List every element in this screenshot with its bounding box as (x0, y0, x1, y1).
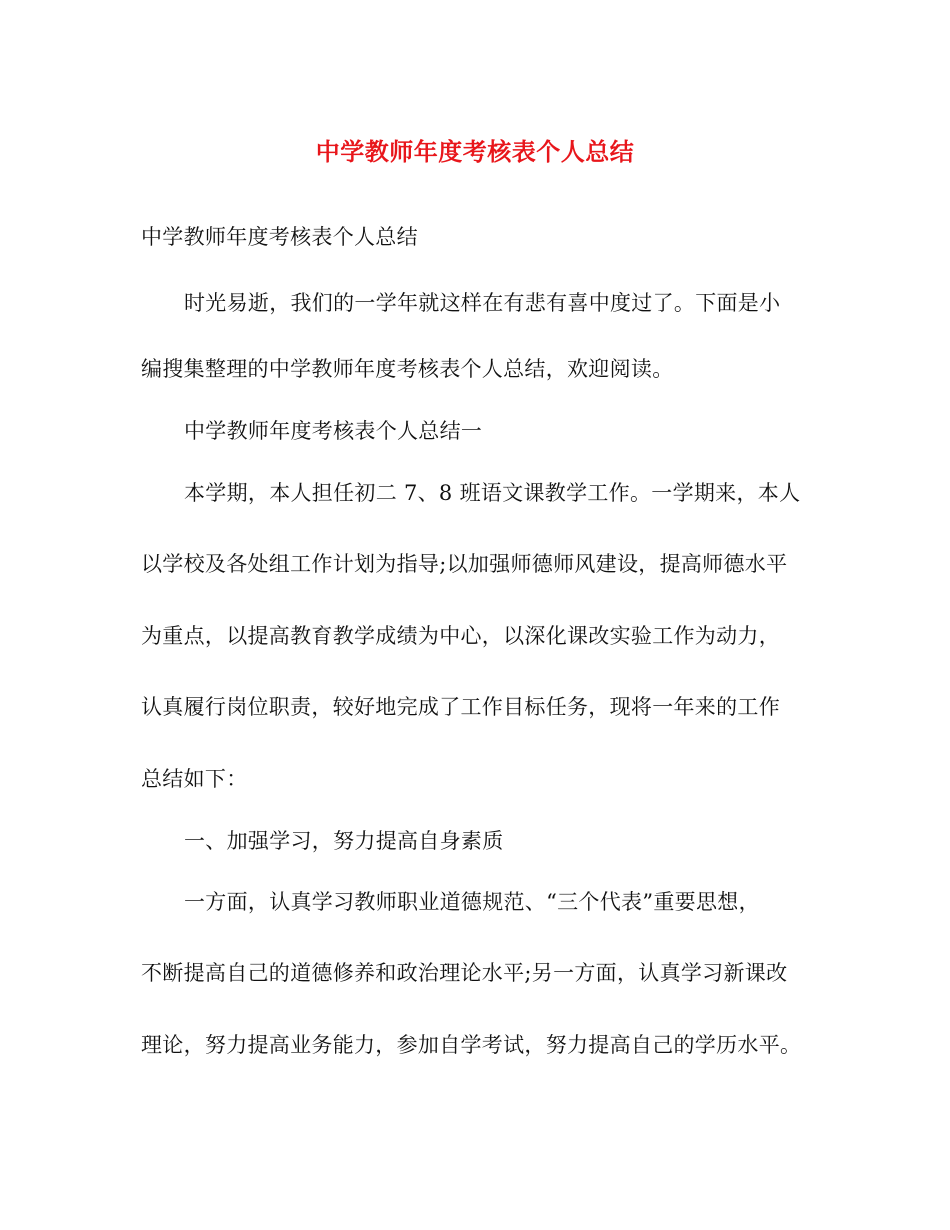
body-line-5: 总结如下： (141, 767, 248, 791)
body-line-1: 本学期，本人担任初二 7、8 班语文课教学工作。一学期来，本人 (184, 481, 801, 505)
document-title: 中学教师年度考核表个人总结 (315, 137, 635, 166)
subsection-title-1: 一、加强学习，努力提高自身素质 (184, 829, 504, 853)
section-title-1: 中学教师年度考核表个人总结一 (184, 419, 483, 443)
body-line-6: 一方面，认真学习教师职业道德规范、“三个代表”重要思想， (184, 890, 760, 914)
paragraph-heading: 中学教师年度考核表个人总结 (141, 225, 418, 249)
body-line-3: 为重点，以提高教育教学成绩为中心，以深化课改实验工作为动力， (141, 624, 780, 648)
body-line-4: 认真履行岗位职责，较好地完成了工作目标任务，现将一年来的工作 (141, 695, 780, 719)
body-line-7: 不断提高自己的道德修养和政治理论水平;另一方面，认真学习新课改 (141, 961, 788, 985)
intro-line-1: 时光易逝，我们的一学年就这样在有悲有喜中度过了。下面是小 (184, 291, 781, 315)
intro-line-2: 编搜集整理的中学教师年度考核表个人总结，欢迎阅读。 (141, 357, 674, 381)
body-line-8: 理论，努力提高业务能力，参加自学考试，努力提高自己的学历水平。 (141, 1033, 802, 1057)
body-line-2: 以学校及各处组工作计划为指导;以加强师德师风建设，提高师德水平 (141, 552, 788, 576)
